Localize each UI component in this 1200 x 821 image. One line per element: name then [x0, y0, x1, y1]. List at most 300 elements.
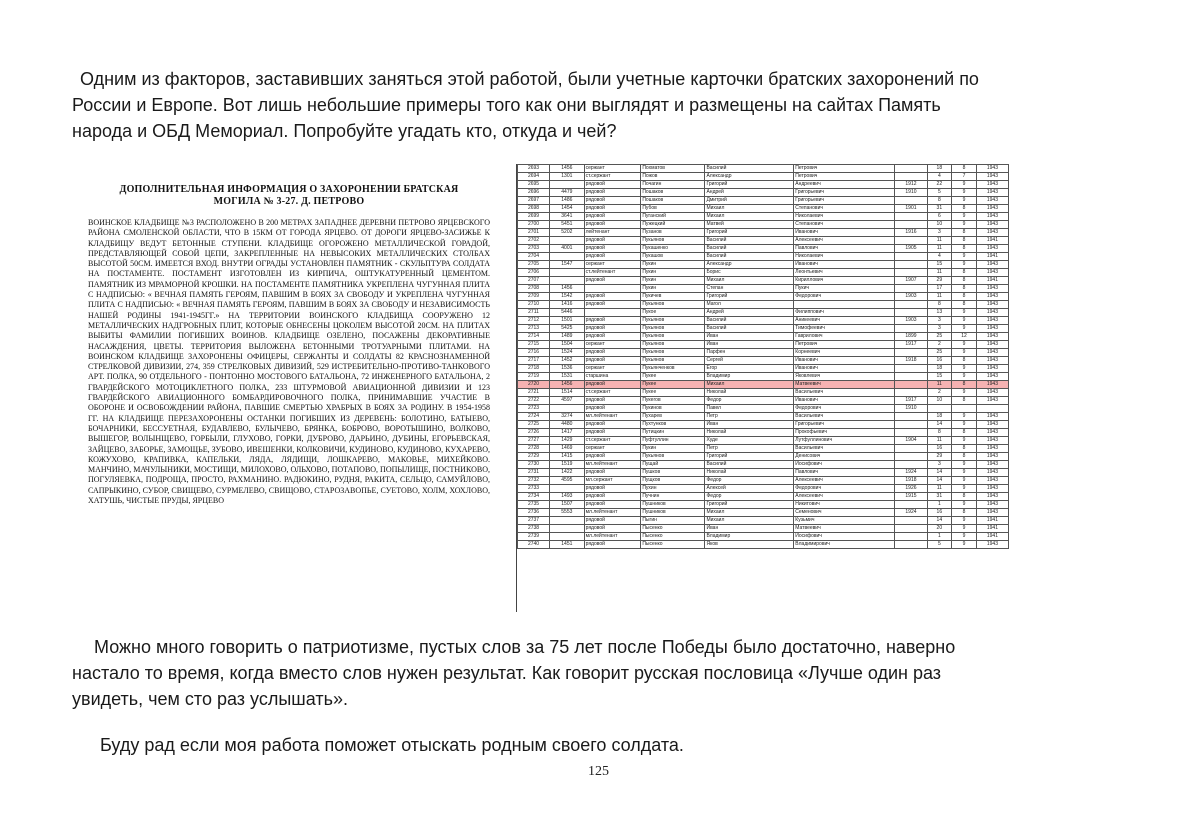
- table-cell: Григорий: [705, 293, 794, 301]
- table-row: [518, 309, 1009, 317]
- table-cell: 2709: [518, 293, 550, 301]
- table-cell: 2714: [518, 333, 550, 341]
- table-cell: Григорий: [705, 229, 794, 237]
- table-cell: 14: [927, 517, 952, 525]
- table-cell: Пыгин: [641, 517, 705, 525]
- table-cell: 9: [952, 389, 977, 397]
- table-cell: Иван: [705, 333, 794, 341]
- table-cell: сержант: [584, 165, 641, 173]
- table-cell: Петр: [705, 413, 794, 421]
- table-cell: 2717: [518, 357, 550, 365]
- table-cell: 9: [952, 317, 977, 325]
- table-cell: 1422: [550, 469, 585, 477]
- table-cell: 1943: [976, 213, 1008, 221]
- table-cell: рядовой: [584, 237, 641, 245]
- table-cell: 2696: [518, 189, 550, 197]
- table-cell: 9: [952, 525, 977, 533]
- table-cell: 2731: [518, 469, 550, 477]
- table-cell: 11: [927, 237, 952, 245]
- table-cell: Пукьянов: [641, 341, 705, 349]
- table-cell: Васильевич: [794, 413, 895, 421]
- table-cell: Иван: [705, 421, 794, 429]
- table-cell: сержант: [584, 365, 641, 373]
- table-cell: 1943: [976, 501, 1008, 509]
- table-cell: 9: [952, 261, 977, 269]
- table-cell: Семенович: [794, 509, 895, 517]
- table-cell: Павлович: [794, 245, 895, 253]
- table-row: [518, 261, 1009, 269]
- table-cell: Пукин: [641, 277, 705, 285]
- table-cell: 1452: [550, 357, 585, 365]
- table-cell: 1454: [550, 205, 585, 213]
- table-cell: рядовой: [584, 317, 641, 325]
- table-row: [518, 493, 1009, 501]
- table-cell: Петрович: [794, 173, 895, 181]
- table-row: [518, 325, 1009, 333]
- table-row: [518, 501, 1009, 509]
- table-cell: Пошаков: [641, 197, 705, 205]
- table-cell: 2713: [518, 325, 550, 333]
- table-cell: Борис: [705, 269, 794, 277]
- table-cell: Николай: [705, 389, 794, 397]
- table-cell: Почагин: [641, 181, 705, 189]
- table-cell: 1943: [976, 493, 1008, 501]
- table-cell: [976, 405, 1008, 413]
- table-cell: Василий: [705, 461, 794, 469]
- table-cell: рядовой: [584, 293, 641, 301]
- table-cell: [895, 517, 927, 525]
- table-cell: 1943: [976, 349, 1008, 357]
- table-cell: [895, 429, 927, 437]
- table-cell: 4: [927, 253, 952, 261]
- table-cell: 1903: [895, 317, 927, 325]
- table-cell: Степанович: [794, 205, 895, 213]
- table-cell: 18: [927, 365, 952, 373]
- table-cell: [550, 253, 585, 261]
- table-cell: Пушников: [641, 501, 705, 509]
- table-cell: Владимир: [705, 533, 794, 541]
- closing-paragraph: Буду рад если моя работа поможет отыскать родным своего солдата.: [100, 735, 684, 755]
- table-cell: Егор: [705, 365, 794, 373]
- table-cell: 9: [952, 189, 977, 197]
- intro-line-2: России и Европе. Вот лишь небольшие примеры того как они выглядят и размещены на сайтах Память: [72, 95, 941, 115]
- table-cell: 1903: [895, 293, 927, 301]
- table-cell: Михаил: [705, 213, 794, 221]
- table-cell: 1943: [976, 173, 1008, 181]
- table-cell: Гаврилович: [794, 333, 895, 341]
- table-cell: Пукее: [641, 381, 705, 389]
- table-cell: 1456: [550, 165, 585, 173]
- table-cell: ст.сержант: [584, 173, 641, 181]
- table-cell: Пошаков: [641, 189, 705, 197]
- table-cell: [895, 381, 927, 389]
- table-cell: 1941: [976, 253, 1008, 261]
- table-cell: 1943: [976, 165, 1008, 173]
- table-cell: 2736: [518, 509, 550, 517]
- table-cell: 3: [927, 229, 952, 237]
- table-cell: Сергей: [705, 357, 794, 365]
- table-cell: 1493: [550, 493, 585, 501]
- table-cell: [895, 197, 927, 205]
- table-cell: 2723: [518, 405, 550, 413]
- table-cell: Владимир: [705, 373, 794, 381]
- table-cell: рядовой: [584, 301, 641, 309]
- table-cell: 1943: [976, 429, 1008, 437]
- table-cell: Денисович: [794, 453, 895, 461]
- table-cell: 2728: [518, 445, 550, 453]
- table-cell: 2729: [518, 453, 550, 461]
- intro-paragraph: [72, 66, 1172, 144]
- table-cell: 1941: [976, 525, 1008, 533]
- table-cell: 1943: [976, 381, 1008, 389]
- table-cell: Пукьянов: [641, 325, 705, 333]
- table-cell: [895, 445, 927, 453]
- table-cell: 1536: [550, 365, 585, 373]
- table-cell: рядовой: [584, 357, 641, 365]
- table-cell: рядовой: [584, 213, 641, 221]
- table-cell: 1899: [895, 333, 927, 341]
- table-cell: 2716: [518, 349, 550, 357]
- table-cell: [550, 533, 585, 541]
- table-cell: 1918: [895, 477, 927, 485]
- table-cell: Похматов: [641, 165, 705, 173]
- table-cell: [895, 541, 927, 549]
- table-cell: рядовой: [584, 421, 641, 429]
- table-cell: 1417: [550, 429, 585, 437]
- table-cell: Иосифович: [794, 533, 895, 541]
- table-row: [518, 413, 1009, 421]
- table-cell: 1915: [895, 493, 927, 501]
- table-cell: 1912: [895, 181, 927, 189]
- table-cell: Николаевич: [794, 213, 895, 221]
- table-cell: 9: [952, 533, 977, 541]
- table-cell: 2725: [518, 421, 550, 429]
- table-cell: 8: [952, 445, 977, 453]
- table-cell: [895, 501, 927, 509]
- table-cell: Аникеевич: [794, 317, 895, 325]
- table-cell: Иванович: [794, 365, 895, 373]
- table-cell: [895, 301, 927, 309]
- table-cell: 1519: [550, 461, 585, 469]
- table-cell: 1916: [895, 229, 927, 237]
- table-cell: 3: [927, 317, 952, 325]
- table-cell: 1: [927, 533, 952, 541]
- table-cell: [895, 213, 927, 221]
- table-cell: 2702: [518, 237, 550, 245]
- table-cell: Василий: [705, 245, 794, 253]
- table-cell: 2710: [518, 301, 550, 309]
- table-cell: 4480: [550, 421, 585, 429]
- table-cell: мл.сержант: [584, 477, 641, 485]
- table-cell: [550, 237, 585, 245]
- table-cell: 8: [952, 381, 977, 389]
- table-row: [518, 213, 1009, 221]
- table-cell: [550, 277, 585, 285]
- table-cell: Пукое: [641, 309, 705, 317]
- table-cell: [927, 405, 952, 413]
- table-cell: 6: [927, 213, 952, 221]
- table-cell: 1451: [550, 541, 585, 549]
- table-cell: рядовой: [584, 181, 641, 189]
- table-cell: 1504: [550, 341, 585, 349]
- table-cell: 11: [927, 269, 952, 277]
- table-cell: Матвеевич: [794, 525, 895, 533]
- table-cell: Федор: [705, 397, 794, 405]
- table-cell: 1943: [976, 229, 1008, 237]
- table-cell: Никитович: [794, 501, 895, 509]
- table-cell: Филиппович: [794, 309, 895, 317]
- table-cell: Василий: [705, 165, 794, 173]
- table-cell: Пукьянов: [641, 357, 705, 365]
- table-cell: 1943: [976, 341, 1008, 349]
- table-cell: 15: [927, 373, 952, 381]
- patriotism-line-3: увидеть, чем сто раз услышать».: [72, 689, 348, 709]
- table-cell: рядовой: [584, 469, 641, 477]
- table-cell: 16: [927, 357, 952, 365]
- table-cell: 4479: [550, 189, 585, 197]
- table-cell: 9: [952, 181, 977, 189]
- table-cell: 1943: [976, 293, 1008, 301]
- table-cell: [895, 253, 927, 261]
- table-cell: рядовой: [584, 525, 641, 533]
- table-cell: Алексей: [705, 485, 794, 493]
- table-cell: мл.лейтенант: [584, 413, 641, 421]
- table-cell: Пучнин: [641, 493, 705, 501]
- table-cell: мл.лейтенант: [584, 509, 641, 517]
- table-cell: Путицкин: [641, 429, 705, 437]
- table-cell: 9: [952, 437, 977, 445]
- table-row: [518, 453, 1009, 461]
- table-cell: Григорий: [705, 453, 794, 461]
- table-cell: 10: [927, 397, 952, 405]
- table-cell: рядовой: [584, 197, 641, 205]
- table-cell: Иванович: [794, 357, 895, 365]
- table-row: [518, 349, 1009, 357]
- table-cell: [895, 421, 927, 429]
- table-cell: 8: [952, 285, 977, 293]
- table-cell: Петрович: [794, 165, 895, 173]
- table-cell: Пуфтуллин: [641, 437, 705, 445]
- table-cell: 8: [952, 205, 977, 213]
- table-cell: [550, 525, 585, 533]
- table-cell: Пукьянов: [641, 237, 705, 245]
- table-cell: 9: [952, 517, 977, 525]
- table-cell: 2734: [518, 493, 550, 501]
- table-cell: 4001: [550, 245, 585, 253]
- table-cell: 2738: [518, 525, 550, 533]
- table-row: [518, 445, 1009, 453]
- table-row: [518, 317, 1009, 325]
- table-cell: рядовой: [584, 517, 641, 525]
- table-cell: 1924: [895, 509, 927, 517]
- table-cell: Пукашов: [641, 253, 705, 261]
- table-row: [518, 341, 1009, 349]
- soldier-list-spreadsheet: [516, 164, 1010, 612]
- table-cell: 1301: [550, 173, 585, 181]
- table-cell: 2727: [518, 437, 550, 445]
- table-cell: 14: [927, 421, 952, 429]
- table-cell: Григорий: [705, 181, 794, 189]
- soldier-table: [517, 164, 1009, 549]
- table-cell: 2720: [518, 381, 550, 389]
- burial-info-title-line-1: ДОПОЛНИТЕЛЬНАЯ ИНФОРМАЦИЯ О ЗАХОРОНЕНИИ БРАТСКАЯ: [119, 184, 459, 195]
- table-cell: 22: [927, 181, 952, 189]
- table-row: [518, 429, 1009, 437]
- table-cell: 2: [927, 389, 952, 397]
- table-cell: 16: [927, 445, 952, 453]
- table-cell: Михаил: [705, 277, 794, 285]
- table-row: [518, 221, 1009, 229]
- table-cell: 4: [927, 173, 952, 181]
- table-cell: 1943: [976, 477, 1008, 485]
- table-cell: 2708: [518, 285, 550, 293]
- table-cell: [895, 365, 927, 373]
- table-cell: 2719: [518, 373, 550, 381]
- table-cell: рядовой: [584, 485, 641, 493]
- table-cell: [895, 389, 927, 397]
- table-cell: [895, 373, 927, 381]
- table-cell: 5202: [550, 229, 585, 237]
- table-cell: старшина: [584, 373, 641, 381]
- table-cell: Иосифович: [794, 461, 895, 469]
- table-cell: 9: [952, 373, 977, 381]
- table-cell: 14: [927, 469, 952, 477]
- table-cell: Михаил: [705, 517, 794, 525]
- table-cell: 1943: [976, 197, 1008, 205]
- table-cell: 1469: [550, 445, 585, 453]
- table-cell: Михаил: [705, 509, 794, 517]
- table-cell: 1926: [895, 485, 927, 493]
- table-cell: 4595: [550, 477, 585, 485]
- table-cell: Иванович: [794, 397, 895, 405]
- table-cell: ст.сержант: [584, 437, 641, 445]
- table-cell: 18: [927, 165, 952, 173]
- table-cell: 2: [927, 341, 952, 349]
- table-cell: 1943: [976, 301, 1008, 309]
- table-row: [518, 485, 1009, 493]
- table-row: [518, 437, 1009, 445]
- table-cell: сержант: [584, 445, 641, 453]
- table-cell: рядовой: [584, 245, 641, 253]
- table-cell: [584, 309, 641, 317]
- table-cell: 1542: [550, 293, 585, 301]
- burial-info-body: ВОИНСКОЕ КЛАДБИЩЕ №3 РАСПОЛОЖЕНО В 200 МЕТРАХ ЗАПАДНЕЕ ДЕРЕВНИ ПЕТРОВО ЯРЦЕВСКОГО РАЙОНА СМОЛЕНСКОЙ ОБЛАСТИ, ЧТО В 15КМ ОТ ГОРОДА ЯРЦЕВО. ОТ ДОРОГИ ЯРЦЕВО-ЗАСИЖЬЕ К КЛАДБИЩУ ВЕДУТ БЕТОННЫЕ СТУПЕНИ. КЛАДБИЩЕ ОГОРОЖЕНО МЕТАЛЛИЧЕСКОЙ ГОРАДОЙ, ПРЕДСТАВЛЯЮЩЕЙ СОБОЙ ЦЕПИ, ЗАКРЕПЛЕННЫЕ НА НЕВЫСОКИХ МЕТАЛЛИЧЕСКИХ СТОЛБАХ ВЫСОТОЙ 50СМ. ИМЕЕТСЯ ВХОД. ВНУТРИ ОГРАДЫ УСТАНОВЛЕН ПАМЯТНИК - СКУЛЬПТУРА СОЛДАТА НА ПОСТАМЕНТЕ. ПОСТАМЕНТ ИЗГОТОВЛЕН ИЗ КИРПИЧА, ОШТУКАТУРЕННЫЙ ЦЕМЕНТОМ. ПАМЯТНИК ИЗ МРАМОРНОЙ КРОШКИ. НА ПОСТАМЕНТЕ ПАМЯТНИКА УКРЕПЛЕНА ЧУГУННАЯ ПЛИТА С НАДПИСЬЮ: « ВЕЧНАЯ ПАМЯТЬ ГЕРОЯМ, ПАВШИМ В БОЯХ ЗА СВОБОДУ И УКРЕПЛЕНА ЧУГУННАЯ ПЛИТА С НАДПИСЬЮ: « ВЕЧНАЯ ПАМЯТЬ ГЕРОЯМ, ПАВШИМ В БОЯХ ЗА СВОБОДУ И НЕЗАВИСИМОСТЬ НАШЕЙ РОДИНЫ 1941-1945ГГ.» НА ТЕРРИТОРИИ ВОИНСКОГО КЛАДБИЩА СООРУЖЕНО 12 МЕТАЛЛИЧЕСКИХ НАДГРОБНЫХ ПЛИТ, КОТОРЫЕ ОБНЕСЕНЫ ЦОКОЛЕМ ВЫСОТОЙ 20СМ. НА ПЛИТАХ ВЫБИТЫ ФАМИЛИИ ПОГИБШИХ ВОИНОВ. КЛАДБИЩЕ ОЗЕЛЕНО, ПОСАЖЕНЫ ДЕКОРАТИВНЫЕ НАСАЖДЕНИЯ, ЦВЕТЫ. ТЕРРИТОРИЯ ВЫЛОЖЕНА БЕТОННЫМИ ТРОТУАРНЫМИ ПЛИТАМИ. НА ВОИНСКОМ КЛАДБИЩЕ ЗАХОРОНЕНЫ ОФИЦЕРЫ, СЕРЖАНТЫ И СОЛДАТЫ 82 КРАСНОЗНАМЕННОЙ СТРЕЛКОВОЙ ДИВИЗИИ, 274, 359 СТРЕЛКОВЫХ ДИВИЗИЙ, 529 ИСТРЕБИТЕЛЬНО-ПРОТИВО-ТАНКОВОГО АРТ. ПОЛКА, 90 ОТДЕЛЬНОГО - ПОНТОННО МОСТОВОГО БАТАЛЬОНА, 72 ИНЖЕНЕРНОГО БАТАЛЬОНА, 2 ГВАРДЕЙСКОГО МОТОЦИКЛЕТНОГО ПОЛКА, 233 ШТУРМОВОЙ АВИАЦИОННОЙ ДИВИЗИИ И 123 ГВАРДЕЙСКОГО АВИАЦИОННОГО БОМБАРДИРОВОЧНОГО ПОЛКА, ПРИНИМАВШИЕ УЧАСТИЕ В ОБОРОНЕ И ОСВОБОЖДЕНИИ РАЙОНА, ПАВШИЕ СМЕРТЬЮ ХРАБРЫХ В БОЯХ ЗА РОДИНУ. В 1954-1958 ГГ. НА КЛАДБИЩЕ ПЕРЕЗАХОРОНЕНЫ ОСТАНКИ ПОГИБШИХ ИЗ ДЕРЕВЕНЬ: БОЛОТИНО, БАТЫЕВО, БОЧАРНИКИ, БЕССУЕТНАЯ, БУДАВЛЕВО, БУЛЫЧЕВО, БРЯНКА, БОБРОВО, ВОРОТЫШИНО, ВОЛКОВО, ВЫШЕГОР, ВОЛЫНЩЕВО, ГОРБЫЛИ, ГЛУХОВО, ГОРКИ, ДУБРОВО, ДАРЬИНО, ДУБИНЫ, ЕГОРЬЕВСКАЯ, ЗАЙЦЕВО, ЗАБОРЬЕ, ЗАМОЩЬЕ, ЗУБОВО, ИВЕШЕНКИ, КОЛКОВИЧИ, КУДИНОВО, КУДИНОВО, КУХАРЕВО, КОЖУХОВО, КРАПИВКА, КАПЕЛЬКИ, ЛЯДА, ЛЯДИЩИ, ЛОШКАРЕВО, МАКОВЬЕ, МИХЕЙКОВО. МАНЧИНО, МАЧУЛЫНИКИ, МОСТИЩИ, МИЛОХОВО, ОЛЬХОВО, ПОТАПОВО, ПОПЫЛИЩЕ, ПОСТНИКОВО, ПОГУЛЯЕВКА, ПОДРОЩА, ПРОСТО, РАХМАНИНО. РАДЮКИНО, РУДНЯ, РАКИТА, СЕЛЬЦО, САМУЙЛОВО, САПРЫКИНО, СУБОР, СВИЩЕВО, СУРМЕЛЕВО, СВИЩОВО, СТАРОЗАВОПЬЕ, СУЕТОВО, ХОЛМ, ХОХЛОВО, ХАТУШЬ, ЧИСТЫЕ ПРУДЫ, ЯРЦЕВО: [88, 218, 491, 506]
- table-cell: рядовой: [584, 253, 641, 261]
- table-cell: 1943: [976, 373, 1008, 381]
- table-cell: 11: [927, 485, 952, 493]
- table-cell: 8: [952, 357, 977, 365]
- table-cell: 1943: [976, 221, 1008, 229]
- table-cell: Пужецкий: [641, 221, 705, 229]
- table-cell: Пущков: [641, 477, 705, 485]
- table-cell: 31: [927, 205, 952, 213]
- table-cell: 9: [952, 541, 977, 549]
- table-row: [518, 293, 1009, 301]
- table-cell: 1943: [976, 453, 1008, 461]
- table-cell: Иванович: [794, 229, 895, 237]
- table-cell: 15: [927, 261, 952, 269]
- table-row: [518, 237, 1009, 245]
- table-cell: Павел: [705, 405, 794, 413]
- table-cell: 29: [927, 277, 952, 285]
- table-cell: 1943: [976, 181, 1008, 189]
- table-row: [518, 197, 1009, 205]
- table-cell: 1524: [550, 349, 585, 357]
- table-cell: Николай: [705, 429, 794, 437]
- table-cell: 16: [927, 509, 952, 517]
- table-cell: сержант: [584, 261, 641, 269]
- table-cell: Петр: [705, 445, 794, 453]
- table-cell: 2724: [518, 413, 550, 421]
- table-row: [518, 253, 1009, 261]
- table-cell: [794, 301, 895, 309]
- table-row: [518, 205, 1009, 213]
- table-cell: Василий: [705, 237, 794, 245]
- table-cell: 5: [927, 189, 952, 197]
- table-cell: 1547: [550, 261, 585, 269]
- table-cell: 8: [952, 493, 977, 501]
- table-cell: Пукегов: [641, 397, 705, 405]
- table-cell: Яковлевич: [794, 373, 895, 381]
- table-cell: 8: [952, 165, 977, 173]
- table-cell: Пукинов: [641, 405, 705, 413]
- table-cell: 2726: [518, 429, 550, 437]
- table-cell: Степан: [705, 285, 794, 293]
- table-row: [518, 405, 1009, 413]
- table-row: [518, 533, 1009, 541]
- table-cell: Василий: [705, 325, 794, 333]
- table-cell: 1941: [976, 237, 1008, 245]
- table-cell: лейтенант: [584, 229, 641, 237]
- table-cell: [550, 405, 585, 413]
- table-row: [518, 469, 1009, 477]
- table-cell: 1943: [976, 437, 1008, 445]
- table-cell: 14: [927, 477, 952, 485]
- table-cell: 1943: [976, 541, 1008, 549]
- table-cell: Андреевич: [794, 181, 895, 189]
- table-cell: 8: [927, 301, 952, 309]
- table-row: [518, 301, 1009, 309]
- table-cell: ст.сержант: [584, 389, 641, 397]
- table-cell: 17: [927, 285, 952, 293]
- table-cell: [550, 485, 585, 493]
- table-cell: Иван: [705, 525, 794, 533]
- patriotism-line-1: Можно много говорить о патриотизме, пустых слов за 75 лет после Победы было достаточно, наверно: [94, 637, 956, 657]
- table-cell: Александр: [705, 173, 794, 181]
- patriotism-line-2: настало то время, когда вместо слов нужен результат. Как говорит русская пословица «Лучше один раз: [72, 663, 942, 683]
- table-cell: Лутфуллинович: [794, 437, 895, 445]
- table-cell: 1943: [976, 509, 1008, 517]
- table-cell: Николаевич: [794, 253, 895, 261]
- table-cell: Пысенко: [641, 525, 705, 533]
- table-cell: [895, 309, 927, 317]
- table-cell: рядовой: [584, 333, 641, 341]
- table-cell: [895, 533, 927, 541]
- table-cell: 1943: [976, 469, 1008, 477]
- table-row: [518, 477, 1009, 485]
- table-cell: 25: [927, 333, 952, 341]
- burial-info-title: [86, 184, 492, 208]
- table-cell: 1910: [895, 189, 927, 197]
- table-cell: 2721: [518, 389, 550, 397]
- table-cell: 11: [927, 293, 952, 301]
- table-cell: 2733: [518, 485, 550, 493]
- table-cell: 29: [927, 453, 952, 461]
- table-cell: Андрей: [705, 189, 794, 197]
- table-cell: сержант: [584, 341, 641, 349]
- table-row: [518, 381, 1009, 389]
- page-number: 125: [588, 764, 609, 779]
